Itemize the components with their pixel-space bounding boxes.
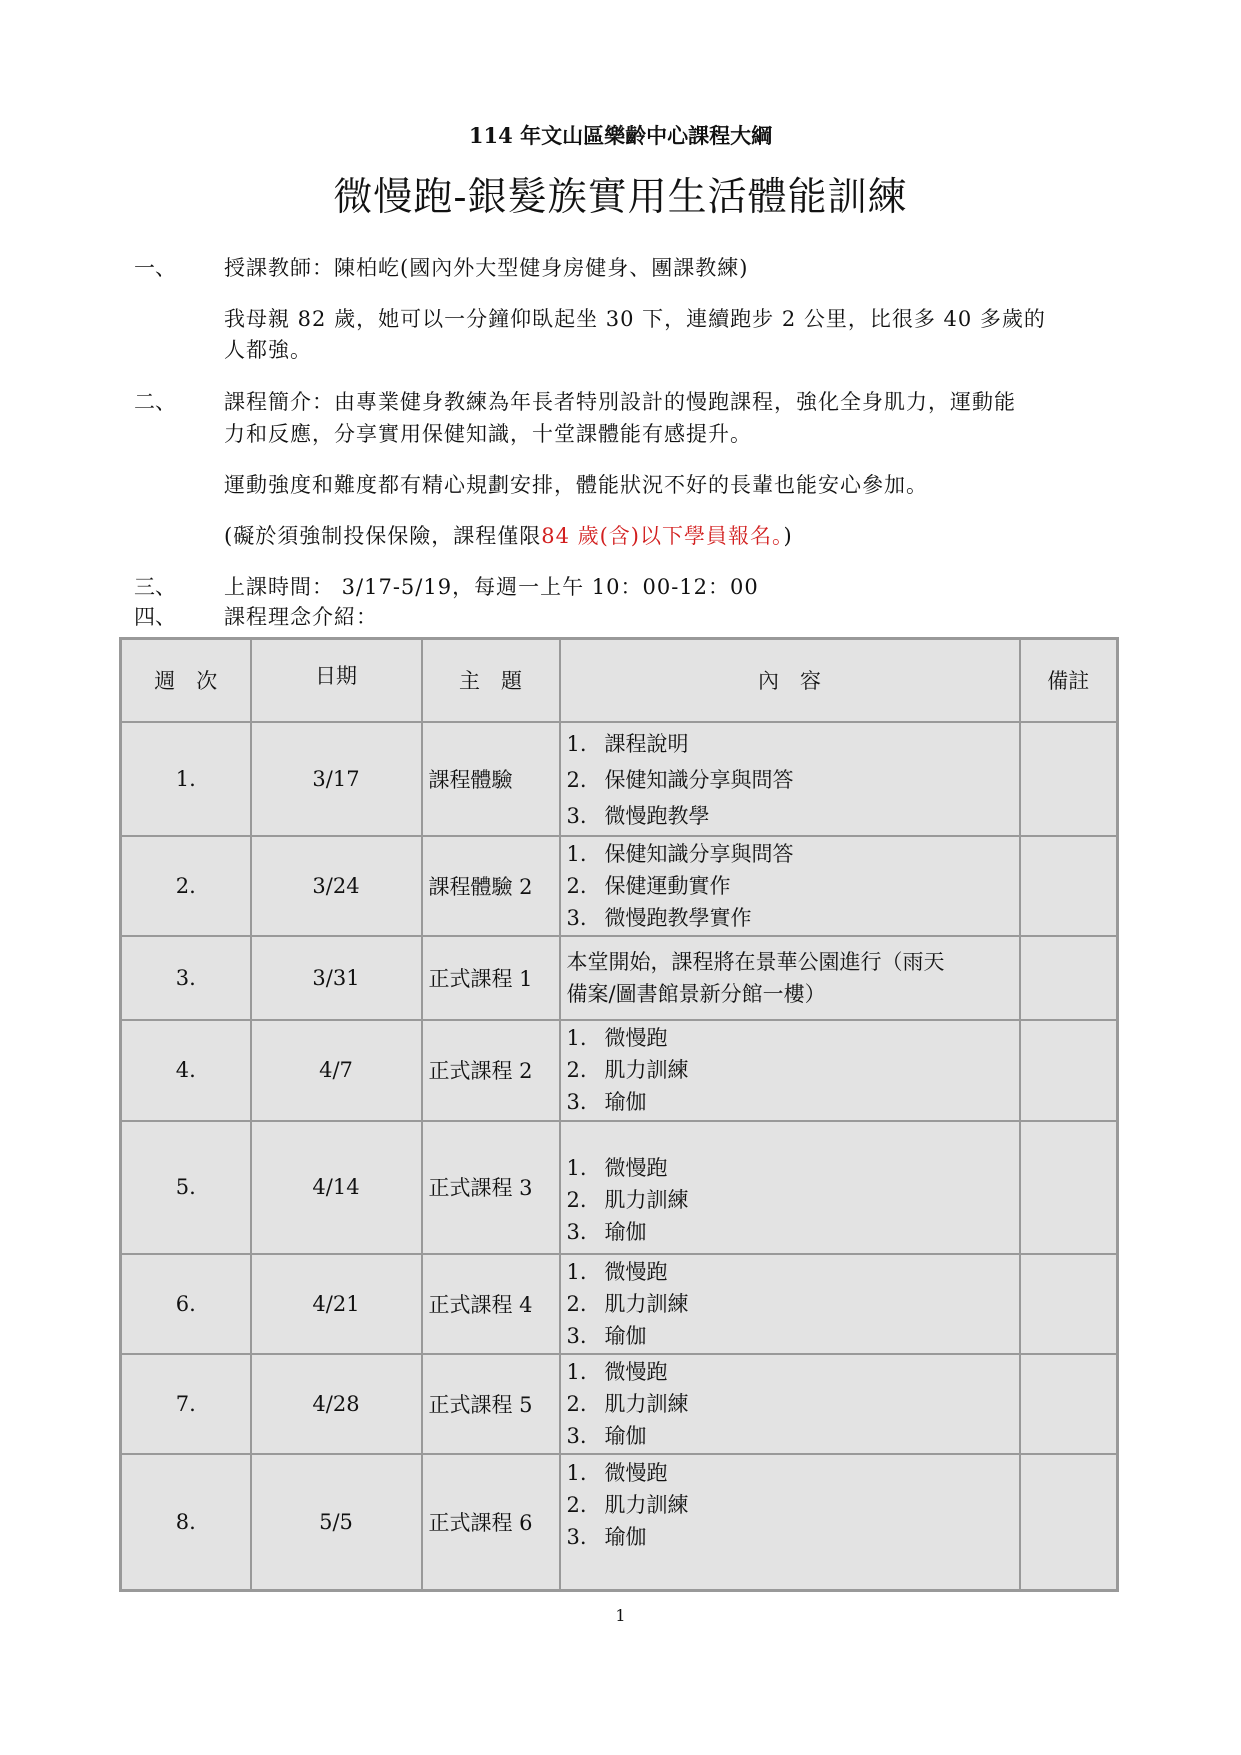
- content-text-line2: 備案/圖書館景新分館一樓）: [566, 981, 826, 1006]
- insurance-note-suffix: ): [783, 524, 793, 548]
- content-item: 2. 保健知識分享與問答: [566, 767, 794, 792]
- section-2-intensity: 運動強度和難度都有精心規劃安排，體能狀況不好的長輩也能安心參加。: [224, 473, 928, 497]
- note-cell: [1020, 836, 1118, 936]
- date-cell: 3/31: [251, 936, 422, 1020]
- content-item: 3. 瑜伽: [566, 1220, 647, 1244]
- insurance-note-age-limit: 84 歲(含)以下學員報名。: [541, 524, 784, 548]
- content-item: 3. 瑜伽: [566, 1423, 647, 1448]
- topic-cell: 正式課程 3: [422, 1121, 560, 1254]
- content-cell: [560, 836, 1020, 936]
- content-cell: [560, 1254, 1020, 1354]
- document-subtitle: 114 年文山區樂齡中心課程大綱: [468, 123, 773, 148]
- document-title: 微慢跑-銀髮族實用生活體能訓練: [333, 175, 908, 220]
- section-4-heading: 課程理念介紹：: [224, 605, 378, 629]
- content-item: 2. 肌力訓練: [566, 1291, 689, 1316]
- content-item: 3. 微慢跑教學: [566, 803, 710, 828]
- content-item: 2. 肌力訓練: [566, 1391, 689, 1416]
- note-cell: [1020, 1121, 1118, 1254]
- topic-cell: 課程體驗: [422, 722, 560, 836]
- date-cell: 3/24: [251, 836, 422, 936]
- week-cell: 6.: [121, 1254, 251, 1354]
- section-1-desc-line2: 人都強。: [224, 338, 312, 362]
- section-3-number: 三、: [134, 575, 176, 599]
- topic-cell: 正式課程 5: [422, 1354, 560, 1454]
- section-4-number: 四、: [134, 605, 176, 629]
- table-row: [121, 722, 1118, 836]
- content-item: 2. 肌力訓練: [566, 1188, 689, 1212]
- header-topic: 主 題: [422, 639, 560, 722]
- table-row: [121, 936, 1118, 1020]
- page-number: 1: [615, 1606, 626, 1625]
- note-cell: [1020, 1254, 1118, 1354]
- header-date: 日期: [251, 639, 422, 722]
- topic-cell: 正式課程 2: [422, 1020, 560, 1121]
- section-1-instructor: 授課教師：陳柏屹(國內外大型健身房健身、團課教練): [224, 256, 749, 280]
- content-item: 1. 課程說明: [566, 731, 689, 756]
- content-item: 1. 微慢跑: [566, 1460, 668, 1485]
- section-2-number: 二、: [134, 390, 176, 414]
- week-cell: 2.: [121, 836, 251, 936]
- content-cell: [560, 936, 1020, 1020]
- content-cell: [560, 1121, 1020, 1254]
- content-item: 3. 微慢跑教學實作: [566, 905, 752, 930]
- week-cell: 4.: [121, 1020, 251, 1121]
- topic-cell: 正式課程 1: [422, 936, 560, 1020]
- section-3-schedule-time: 上課時間： 3/17-5/19，每週一上午 10：00-12：00: [224, 575, 759, 599]
- topic-cell: 正式課程 6: [422, 1454, 560, 1591]
- content-cell: [560, 722, 1020, 836]
- content-item: 1. 微慢跑: [566, 1026, 668, 1050]
- table-row: [121, 1121, 1118, 1254]
- table-row: [121, 1254, 1118, 1354]
- date-cell: 4/14: [251, 1121, 422, 1254]
- week-cell: 7.: [121, 1354, 251, 1454]
- content-item: 3. 瑜伽: [566, 1323, 647, 1348]
- date-cell: 4/7: [251, 1020, 422, 1121]
- content-item: 2. 肌力訓練: [566, 1058, 689, 1082]
- content-item: 1. 微慢跑: [566, 1259, 668, 1284]
- date-cell: 3/17: [251, 722, 422, 836]
- content-item: 1. 保健知識分享與問答: [566, 841, 794, 866]
- note-cell: [1020, 722, 1118, 836]
- header-week: 週 次: [121, 639, 251, 722]
- content-cell: [560, 1020, 1020, 1121]
- content-text-line1: 本堂開始，課程將在景華公園進行（雨天: [566, 949, 945, 974]
- section-2-intro-line1: 課程簡介：由專業健身教練為年長者特別設計的慢跑課程，強化全身肌力，運動能: [224, 390, 1016, 414]
- content-item: 1. 微慢跑: [566, 1359, 668, 1384]
- topic-cell: 正式課程 4: [422, 1254, 560, 1354]
- table-row: [121, 836, 1118, 936]
- note-cell: [1020, 1354, 1118, 1454]
- content-cell: [560, 1454, 1020, 1591]
- content-item: 3. 瑜伽: [566, 1090, 647, 1114]
- course-schedule-table: [119, 637, 1119, 1592]
- section-1-desc-line1: 我母親 82 歲，她可以一分鐘仰臥起坐 30 下，連續跑步 2 公里，比很多 40 多歲的: [224, 307, 1046, 331]
- note-cell: [1020, 1020, 1118, 1121]
- week-cell: 1.: [121, 722, 251, 836]
- section-2-intro-line2: 力和反應，分享實用保健知識，十堂課體能有感提升。: [224, 422, 752, 446]
- note-cell: [1020, 936, 1118, 1020]
- table-row: [121, 1354, 1118, 1454]
- table-row: [121, 1454, 1118, 1591]
- content-item: 2. 肌力訓練: [566, 1492, 689, 1517]
- content-item: 1. 微慢跑: [566, 1156, 668, 1180]
- content-item: 2. 保健運動實作: [566, 873, 731, 898]
- header-content: 內 容: [560, 639, 1020, 722]
- header-note: 備註: [1020, 639, 1118, 722]
- date-cell: 4/21: [251, 1254, 422, 1354]
- section-1-number: 一、: [134, 256, 176, 280]
- insurance-note-prefix: (礙於須強制投保保險，課程僅限: [224, 524, 542, 548]
- date-cell: 4/28: [251, 1354, 422, 1454]
- week-cell: 5.: [121, 1121, 251, 1254]
- note-cell: [1020, 1454, 1118, 1591]
- date-cell: 5/5: [251, 1454, 422, 1591]
- content-item: 3. 瑜伽: [566, 1524, 647, 1549]
- topic-cell: 課程體驗 2: [422, 836, 560, 936]
- table-row: [121, 1020, 1118, 1121]
- week-cell: 8.: [121, 1454, 251, 1591]
- table-header-row: [121, 639, 1118, 722]
- week-cell: 3.: [121, 936, 251, 1020]
- section-2-insurance-note: [224, 520, 1124, 552]
- content-cell: [560, 1354, 1020, 1454]
